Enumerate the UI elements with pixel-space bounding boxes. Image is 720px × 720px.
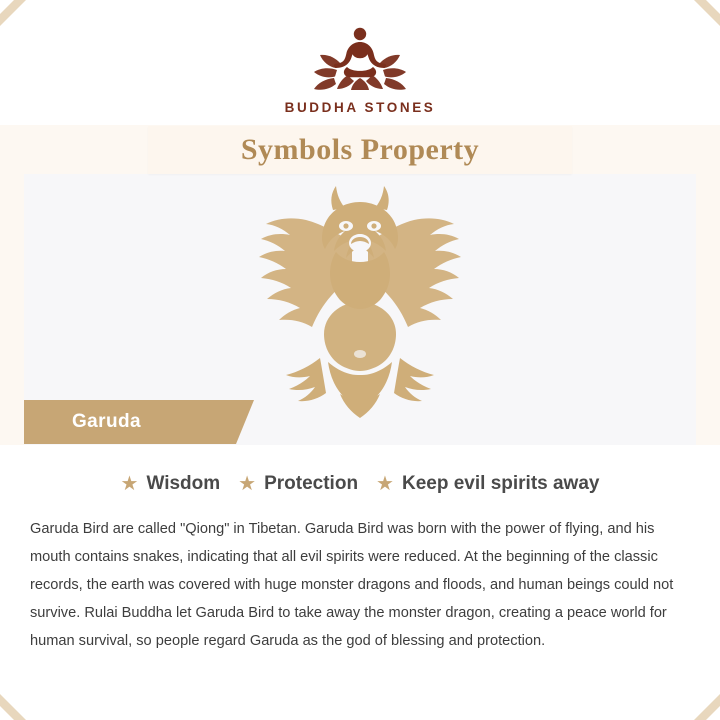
star-icon: ★: [376, 473, 394, 495]
keyword-label: Keep evil spirits away: [401, 473, 600, 494]
description-section: [0, 445, 720, 692]
footer-background: [0, 692, 720, 720]
corner-decoration-top-right-inner: [706, 0, 720, 14]
page-title: Symbols Property: [240, 133, 480, 166]
keyword-item: [376, 473, 599, 495]
symbol-label-notch: [236, 400, 254, 444]
star-icon: ★: [238, 473, 257, 495]
keyword-label: Wisdom: [146, 473, 221, 494]
symbol-label-text: Garuda: [72, 411, 141, 432]
keyword-list: [0, 445, 720, 495]
keyword-item: [238, 473, 358, 495]
brand-block: [0, 18, 720, 115]
symbol-label-tag: [24, 400, 236, 444]
description-paragraph: Garuda Bird are called "Qiong" in Tibetan. Garuda Bird was born with the power of flying, and his mouth contains snakes, indicating that all evil spirits were reduced. At the beginning of the classic records, the earth was covered with huge monster dragons and floods, and human beings could not survive. Rulai Buddha let Garuda Bird to take away the monster dragon, creating a peace world for human survival, so people regard Garuda as the god of blessing and protection.: [30, 521, 674, 650]
keyword-item: [121, 473, 221, 495]
star-icon: ★: [120, 473, 139, 495]
corner-decoration-top-left-inner: [0, 0, 14, 14]
keyword-label: Protection: [264, 473, 359, 494]
lotus-meditation-icon: [0, 18, 720, 94]
brand-name: BUDDHA STONES: [284, 100, 436, 115]
corner-decoration-bottom-left-inner: [0, 706, 14, 720]
page-title-ribbon: [148, 126, 572, 174]
corner-decoration-bottom-right-inner: [706, 706, 720, 720]
